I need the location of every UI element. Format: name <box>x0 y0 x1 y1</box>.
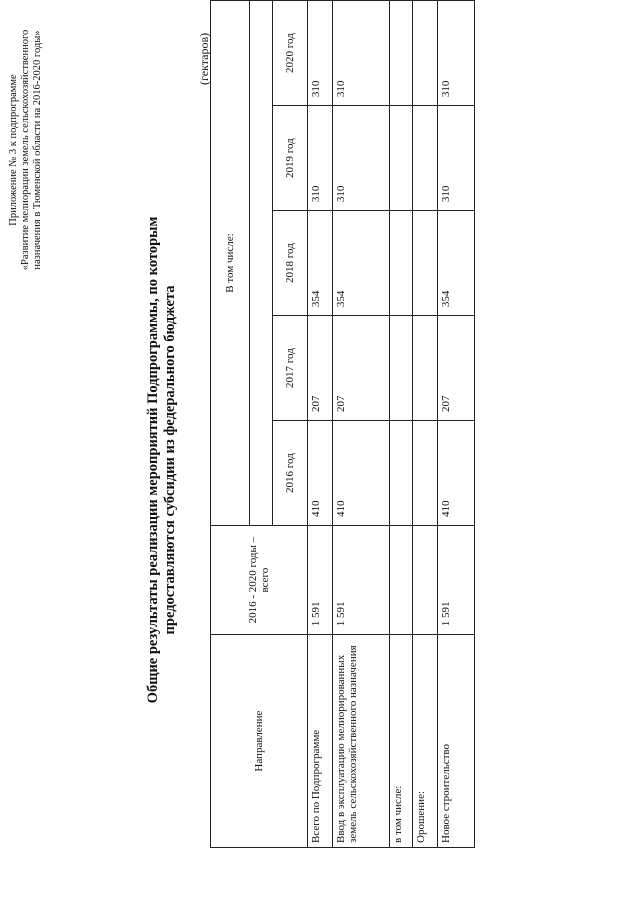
row-total: 1 591 <box>333 526 390 635</box>
header-year: 2017 год <box>273 316 308 421</box>
row-total: 1 591 <box>308 526 333 635</box>
table-row <box>438 1 475 848</box>
row-empty <box>413 211 438 316</box>
header-direction: Направление <box>211 635 308 848</box>
header-total: 2016 - 2020 годы – всего <box>211 526 308 635</box>
row-total: 1 591 <box>438 526 475 635</box>
row-value: 410 <box>308 421 333 526</box>
appendix-line-1: Приложение № 3 к подпрограмме <box>8 74 19 226</box>
table-row <box>333 1 390 848</box>
row-empty <box>413 421 438 526</box>
row-label: Орошение: <box>413 635 438 848</box>
results-table <box>210 0 475 848</box>
header-spacer <box>250 1 273 526</box>
row-value: 310 <box>333 106 390 211</box>
row-value: 354 <box>333 211 390 316</box>
header-year: 2016 год <box>273 421 308 526</box>
row-value: 410 <box>333 421 390 526</box>
appendix-line-2: «Развитие мелиорации земель сельскохозяйственного <box>20 29 31 271</box>
row-value: 410 <box>438 421 475 526</box>
row-value: 354 <box>308 211 333 316</box>
row-empty <box>390 211 413 316</box>
row-empty <box>390 421 413 526</box>
row-value: 310 <box>308 106 333 211</box>
row-empty <box>413 316 438 421</box>
header-year: 2019 год <box>273 106 308 211</box>
row-label: Всего по Подпрограмме <box>308 635 333 848</box>
appendix-note <box>8 15 44 285</box>
row-value: 354 <box>438 211 475 316</box>
row-empty <box>413 526 438 635</box>
table-row <box>390 1 413 848</box>
table-row <box>308 1 333 848</box>
header-year: 2020 год <box>273 1 308 106</box>
row-value: 207 <box>333 316 390 421</box>
row-value: 310 <box>438 1 475 106</box>
row-empty <box>413 106 438 211</box>
row-empty <box>390 106 413 211</box>
row-empty <box>390 1 413 106</box>
title-line-2: предоставляются субсидии из федерального бюджета <box>162 285 178 635</box>
document-title <box>145 165 179 755</box>
appendix-line-3: назначения в Тюменской области на 2016-2020 годы» <box>32 30 43 270</box>
header-row <box>211 1 250 848</box>
row-label: в том числе: <box>390 635 413 848</box>
header-year: 2018 год <box>273 211 308 316</box>
units-label: (гектаров) <box>197 32 211 85</box>
row-label: Ввод в эксплуатацию мелиорированных земель сельскохозяйственного назначения <box>333 635 390 848</box>
header-including: В том числе: <box>211 1 250 526</box>
table-row <box>413 1 438 848</box>
row-value: 310 <box>438 106 475 211</box>
row-value: 207 <box>308 316 333 421</box>
row-label: Новое строительство <box>438 635 475 848</box>
row-value: 310 <box>308 1 333 106</box>
row-value: 310 <box>333 1 390 106</box>
row-empty <box>413 1 438 106</box>
row-empty <box>390 316 413 421</box>
title-line-1: Общие результаты реализации мероприятий Подпрограммы, по которым <box>145 216 161 704</box>
row-value: 207 <box>438 316 475 421</box>
row-empty <box>390 526 413 635</box>
